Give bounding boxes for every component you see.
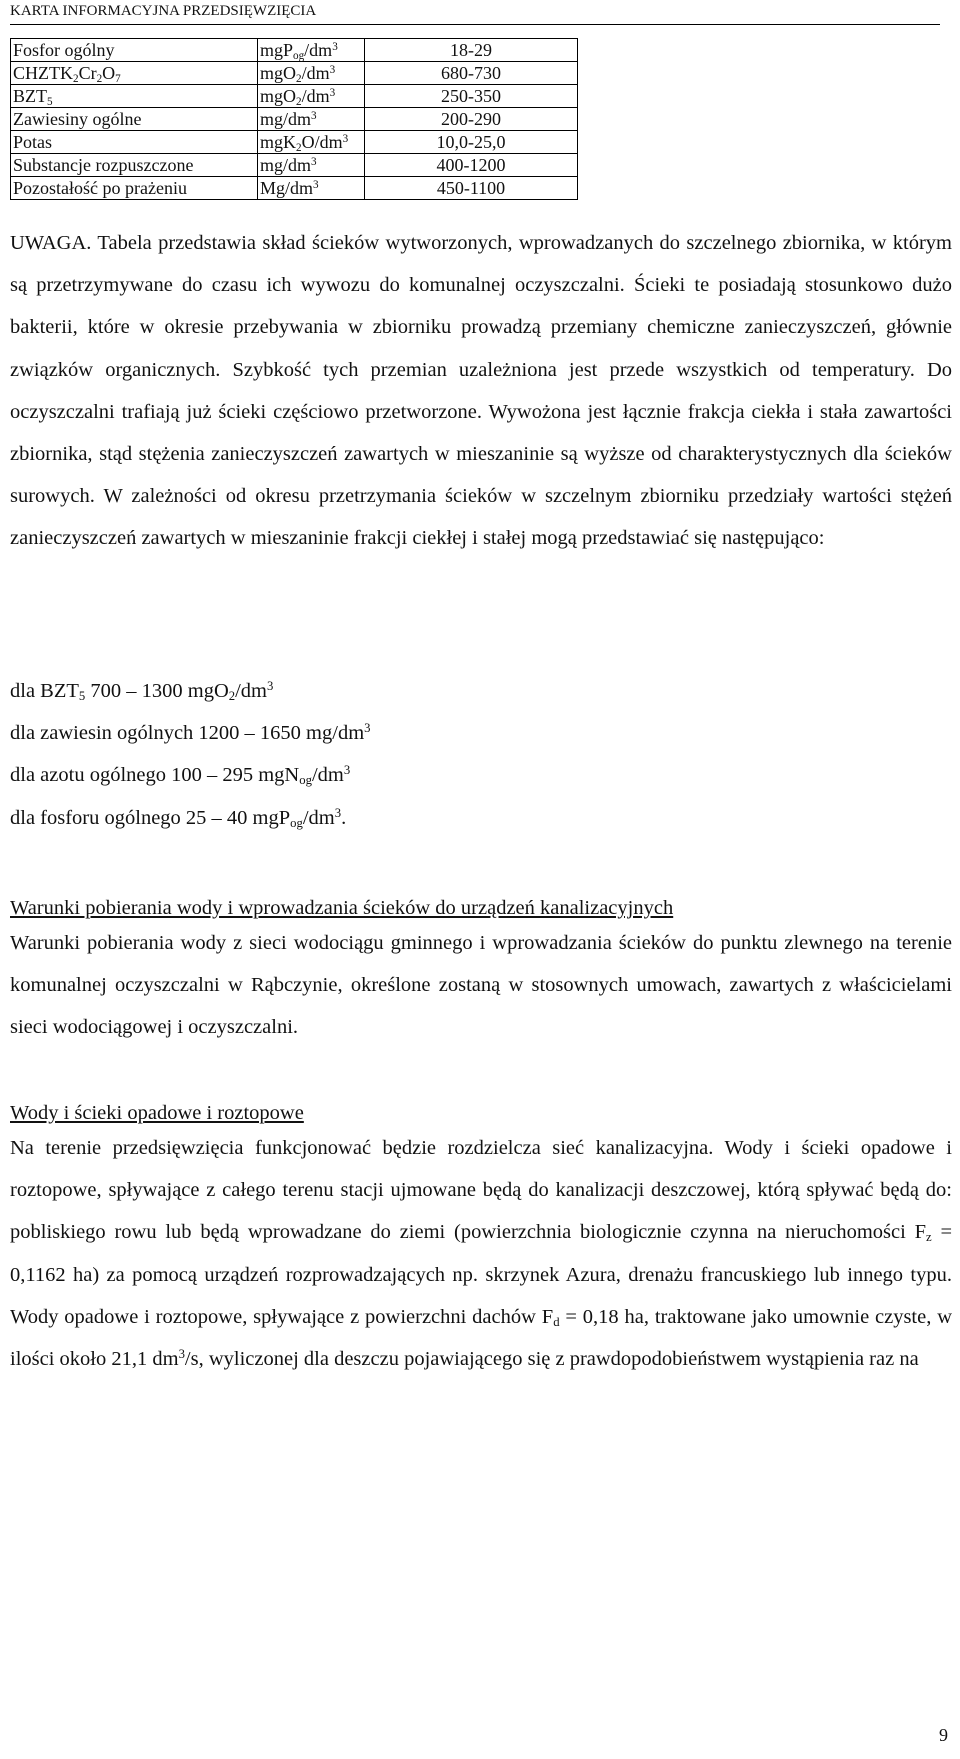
table-row (11, 131, 578, 154)
parameter-value: 10,0-25,0 (365, 131, 578, 154)
parameter-value: 18-29 (365, 39, 578, 62)
table-row (11, 62, 578, 85)
parameter-name: Fosfor ogólny (11, 39, 258, 62)
parameter-name: Substancje rozpuszczone (11, 154, 258, 177)
value-fosfor: dla fosforu ogólnego 25 – 40 $mgP_{og}/dm^3$. (10, 805, 347, 830)
parameter-unit: $mgP_{og}/dm^3$ (258, 39, 365, 62)
value-azot: dla azotu ogólnego 100 – 295 $mgN_{og}/dm^3$ (10, 763, 351, 788)
page-header (10, 0, 940, 25)
section-heading-water-conditions: Warunki pobierania wody i wprowadzania ścieków do urządzeń kanalizacyjnych (10, 897, 674, 919)
section-heading-rainwater: Wody i ścieki opadowe i roztopowe (10, 1102, 304, 1124)
value-bzt: dla $BZT_5$ 700 – 1300 $mgO_2/dm^3$ (10, 679, 274, 704)
parameter-unit: $mgO_2/dm^3$ (258, 85, 365, 108)
parameter-unit: $Mg/dm^3$ (258, 177, 365, 200)
parameter-unit: $mg/dm^3$ (258, 154, 365, 177)
value-zawiesiny: dla zawiesin ogólnych 1200 – 1650 $mg/dm^3$ (10, 721, 371, 745)
parameter-name: Potas (11, 131, 258, 154)
parameter-value: 250-350 (365, 85, 578, 108)
table-row (11, 177, 578, 200)
parameter-value: 680-730 (365, 62, 578, 85)
parameter-name: Pozostałość po prażeniu (11, 177, 258, 200)
parameter-unit: $mgO_2/dm^3$ (258, 62, 365, 85)
concentration-values (10, 670, 910, 839)
parameter-name: $BZT_5$ (11, 85, 258, 108)
header-title: KARTA INFORMACYJNA PRZEDSIĘWZIĘCIA (10, 3, 317, 19)
parameter-name: Zawiesiny ogólne (11, 108, 258, 131)
rainwater-paragraph: Na terenie przedsięwzięcia funkcjonować będzie rozdzielcza sieć kanalizacyjna. Wody i ścieki opadowe i roztopowe, spływające z całego terenu stacji ujmowane będą do kanalizacji deszczowej, którą spływać będą do: pobliskiego rowu lub będą wprowadzane do ziemi (powierzchnia biologicznie czynna na nieruchomości $F_z = 0,1162$ ha) za pomocą urządzeń rozprowadzających np. skrzynek Azura, drenażu francuskiego lub innego typu. Wody opadowe i roztopowe, spływające z powierzchni dachów $F_d = 0,18$ ha, traktowane jako umownie czyste, w ilości około 21,1 $dm^3/s$, wyliczonej dla deszczu pojawiającego się z prawdopodobieństwem wystąpienia raz na (10, 1137, 953, 1371)
note-paragraph: UWAGA. Tabela przedstawia skład ścieków wytworzonych, wprowadzanych do szczelnego zbiornika, w którym są przetrzymywane do czasu ich wywozu do komunalnej oczyszczalni. Ścieki te posiadają stosunkowo dużo bakterii, które w okresie przebywania w zbiorniku prowadzą przemiany chemiczne zanieczyszczeń, głównie związków organicznych. Szybkość tych przemian uzależniona jest przede wszystkich od temperatury. Do oczyszczalni trafiają już ścieki częściowo przetworzone. Wywożona jest łącznie frakcja ciekła i stała zawartości zbiornika, stąd stężenia zanieczyszczeń zawartych w mieszaninie są wyższe od charakterystycznych dla ścieków surowych. W zależności od okresu przetrzymania ścieków w szczelnym zbiorniku przedziały wartości stężeń zanieczyszczeń zawartych w mieszaninie frakcji ciekłej i stałej mogą przedstawiać się następująco: (10, 232, 952, 550)
wastewater-composition-table (10, 38, 578, 200)
parameter-value: 450-1100 (365, 177, 578, 200)
parameter-name: $CHZTK_2Cr_2O_7$ (11, 62, 258, 85)
table-row (11, 85, 578, 108)
parameter-value: 400-1200 (365, 154, 578, 177)
table-row (11, 154, 578, 177)
parameter-unit: $mgK_2O/dm^3$ (258, 131, 365, 154)
table-body (11, 39, 578, 200)
table-row (11, 108, 578, 131)
table-row (11, 39, 578, 62)
page-number: 9 (939, 1725, 948, 1745)
parameter-unit: $mg/dm^3$ (258, 108, 365, 131)
parameter-value: 200-290 (365, 108, 578, 131)
water-conditions-paragraph: Warunki pobierania wody z sieci wodociągu gminnego i wprowadzania ścieków do punktu zlewnego na terenie komunalnej oczyszczalni w Rąbczynie, określone zostaną w stosownych umowach, zawartych z właścicielami sieci wodociągowej i oczyszczalni. (10, 932, 952, 1039)
